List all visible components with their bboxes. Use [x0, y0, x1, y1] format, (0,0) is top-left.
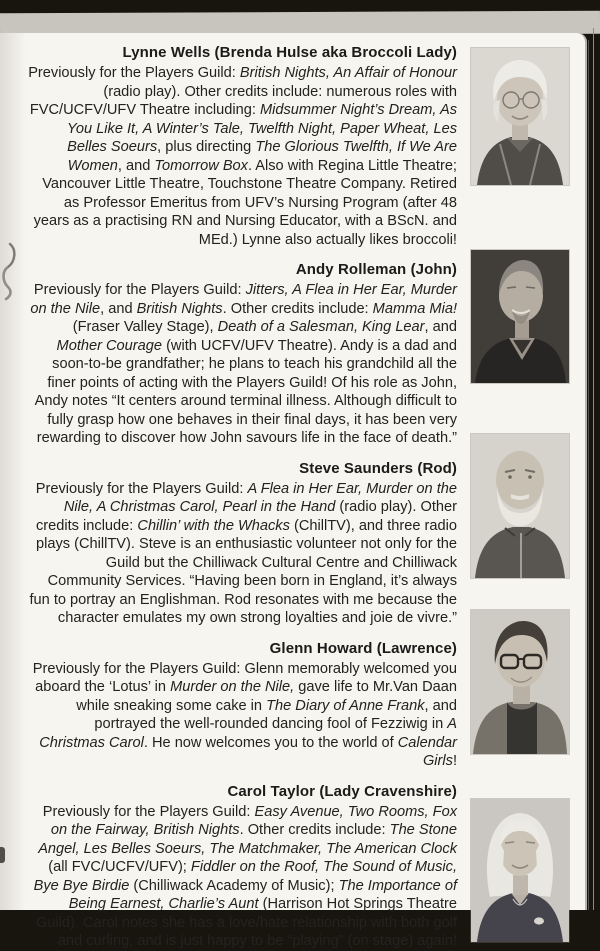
bio-paragraph: Previously for the Players Guild: Glenn memorably welcomed you aboard the ‘Lotus’ in Murder on the Nile, gave life to Mr.Van Daan while sneaking some cake in The Diary of Anne Frank, and portrayed the well-rounded dancing fool of Fezziwig in A Christmas Carol. He now welcomes you to the world of Calendar Girls!	[32, 660, 457, 769]
bio-heading: Glenn Howard (Lawrence)	[269, 639, 457, 657]
headshot-photo-lynne-wells	[471, 48, 569, 185]
bio-paragraph: Previously for the Players Guild: British Nights, An Affair of Honour (radio play). Other credits include: numerous roles with FVC/UCFV/UFV Theatre including: Midsummer Night’s Dream, As You Like It, A Winter’s Tale, Twelfth Night, Paper Wheat, Les Belles Soeurs, plus directing The Glorious Twelfth, If We Are Women, and Tomorrow Box. Also with Regina Little Theatre; Vancouver Little Theatre, Touchstone Theatre Company. Retired as Professor Emeritus from UFV’s Nursing Program (after 48 years as a practising RN and Nursing Educator, with a BScN. and MEd.) Lynne also actually likes broccoli!	[28, 65, 457, 248]
bio-paragraph: Previously for the Players Guild: Easy Avenue, Two Rooms, Fox on the Fairway, British Nights. Other credits include: The Stone Angel, Les Belles Soeurs, The Matchmaker, The American Clock (all FVC/UCFV/UFV); Fiddler on the Roof, The Sound of Music, Bye Bye Birdie (Chilliwack Academy of Music); The Importance of Being Earnest, Charlie’s Aunt (Harrison Hot Springs Theatre Guild). Carol notes she has a love/hate relationship with both golf and curling, and is just happy to be “playing” (on stage) again!	[33, 803, 457, 949]
bio-glenn-howard	[28, 639, 569, 771]
bio-text-block	[28, 43, 457, 249]
scan-right-edge-shadow	[588, 40, 589, 910]
bio-paragraph: Previously for the Players Guild: A Flea in Her Ear, Murder on the Nile, A Christmas Carol, Pearl in the Hand (radio play). Other credits include: Chillin’ with the Whacks (ChillTV), and three radio plays (ChillTV). Steve is an enthusiastic volunteer not only for the Guild but the Chilliwack Cultural Centre and Chilliwack Community Services. “Having been born in England, it’s always fun to portray an Englishman. Rod resonates with me because the character emulates my own strong loyalties and joie de vivre.”	[29, 480, 457, 626]
headshot-photo-carol-taylor	[471, 799, 569, 942]
bio-text-block	[28, 459, 457, 628]
bio-text-block	[28, 639, 457, 771]
bio-heading: Andy Rolleman (John)	[295, 261, 457, 278]
bio-carol-taylor	[28, 782, 569, 951]
bio-andy-rolleman	[28, 260, 569, 448]
bio-text-block	[28, 260, 457, 448]
bio-paragraph: Previously for the Players Guild: Jitters, A Flea in Her Ear, Murder on the Nile, and British Nights. Other credits include: Mamma Mia! (Fraser Valley Stage), Death of a Salesman, King Lear, and Mother Courage (with UCFV/UFV Theatre). Andy is a dad and soon-to-be grandfather; he plans to teach his grandchild all the finer points of acting with the Players Guild! Of his role as John, Andy notes “It centers around terminal illness. Although difficult to fully grasp how one behaves in their final days, it has been very rewarding to discover how John savours life in the face of death.”	[30, 282, 457, 446]
scan-right-edge-highlight	[593, 28, 594, 910]
headshot-photo-steve-saunders	[471, 434, 569, 578]
bio-heading: Carol Taylor (Lady Cravenshire)	[227, 782, 457, 800]
headshot-photo-andy-rolleman	[471, 250, 569, 383]
headshot-photo-glenn-howard	[471, 610, 569, 754]
bio-steve-saunders	[28, 459, 569, 628]
programme-page	[0, 33, 585, 949]
bio-heading: Lynne Wells (Brenda Hulse aka Broccoli Lady)	[122, 44, 457, 61]
bios-list	[0, 33, 585, 951]
bio-text-block	[28, 782, 457, 951]
bio-lynne-wells	[28, 43, 569, 249]
bio-heading: Steve Saunders (Rod)	[299, 459, 457, 477]
